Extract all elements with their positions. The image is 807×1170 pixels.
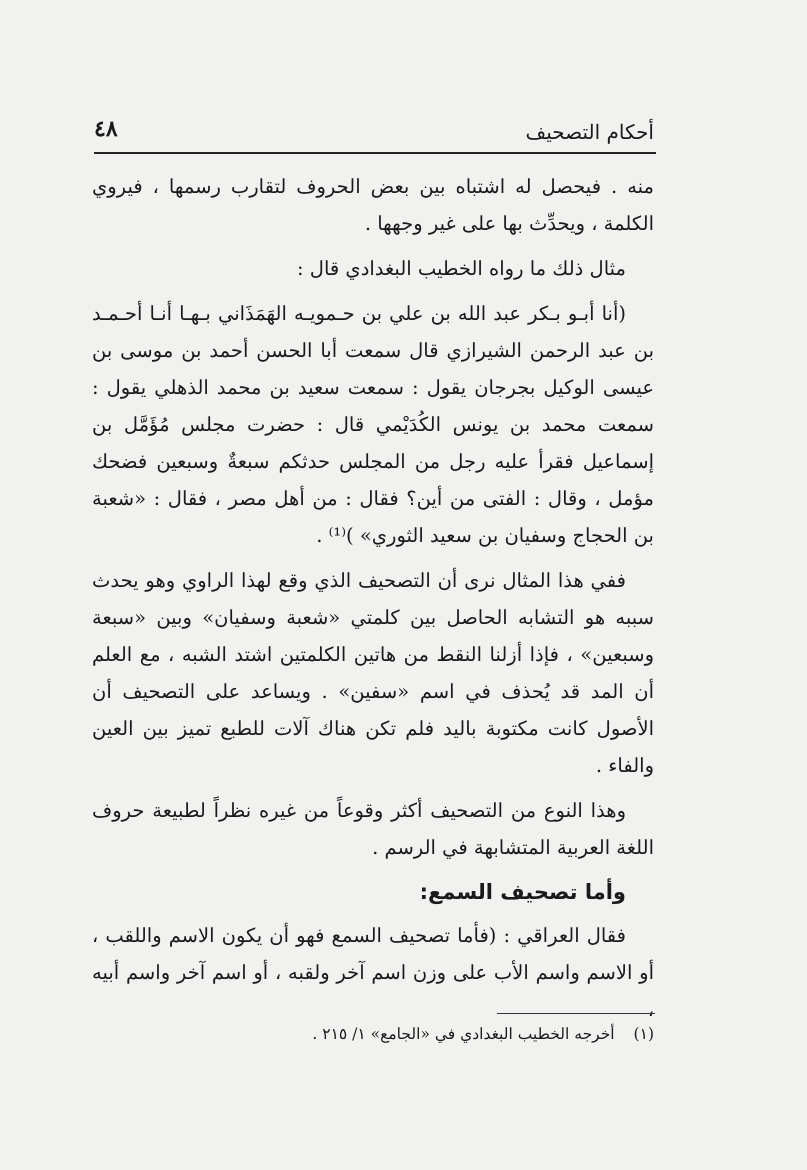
paragraph-quoted-chain: (أنا أبـو بـكر عبد الله بن علي بن حـمويـه الهَمَذَاني بـهـا أنـا أحـمـد بن عبد الرحمن الشيرازي قال سمعت أبا الحسن أحمد بن موسى بن عيسى الوكيل بجرجان يقول : سمعت سعيد بن محمد الذهلي يقول : سمعت محمد بن يونس الكُدَيْمي قال : حضرت مجلس مُؤَمَّل بن إسماعيل فقرأ عليه رجل من المجلس حدثكم سبعةٌ وسبعين فضحك مؤمل ، وقال : الفتى من أين؟ فقال : من أهل مصر ، فقال : «شعبة بن الحجاج وسفيان بن سعيد الثوري» )⁽¹⁾ . xyxy=(92,302,654,547)
footnote-text: أخرجه الخطيب البغدادي في «الجامع» ١/ ٢١٥ . xyxy=(312,1025,615,1043)
paragraph-continuation: منه . فيحصل له اشتباه بين بعض الحروف لتقارب رسمها ، فيروي الكلمة ، ويحدِّث بها على غير وجهها . xyxy=(92,175,654,235)
paragraph-iraqi-quote: فقال العراقي : (فأما تصحيف السمع فهو أن يكون الاسم واللقب ، أو الاسم واسم الأب على وزن اسم آخر ولقبه ، أو اسم آخر واسم أبيه ، xyxy=(92,924,654,1021)
body-text xyxy=(92,168,654,1036)
header-rule xyxy=(94,152,656,154)
footnote-rule xyxy=(497,1013,655,1014)
paragraph-conclusion: وهذا النوع من التصحيف أكثر وقوعاً من غيره نظراً لطبيعة حروف اللغة العربية المتشابهة في الرسم . xyxy=(92,799,654,859)
running-title: أحكام التصحيف xyxy=(525,120,654,144)
footnote xyxy=(92,1022,654,1046)
footnote-number: (١) xyxy=(633,1025,654,1043)
paragraph-example-intro: مثال ذلك ما رواه الخطيب البغدادي قال : xyxy=(297,257,626,280)
page-number: ٤٨ xyxy=(94,116,118,142)
section-heading: وأما تصحيف السمع: xyxy=(419,880,626,904)
running-header xyxy=(94,110,654,154)
paragraph-explanation: ففي هذا المثال نرى أن التصحيف الذي وقع لهذا الراوي وهو يحدث سببه هو التشابه الحاصل بين كلمتي «شعبة وسفيان» وبين «سبعة وسبعين» ، فإذا أزلنا النقط من هاتين الكلمتين اشتد الشبه ، مع العلم أن المد قد يُحذف في اسم «سفين» . ويساعد على التصحيف أن الأصول كانت مكتوبة باليد فلم تكن هناك آلات للطبع تميز بين العين والفاء . xyxy=(92,569,654,777)
